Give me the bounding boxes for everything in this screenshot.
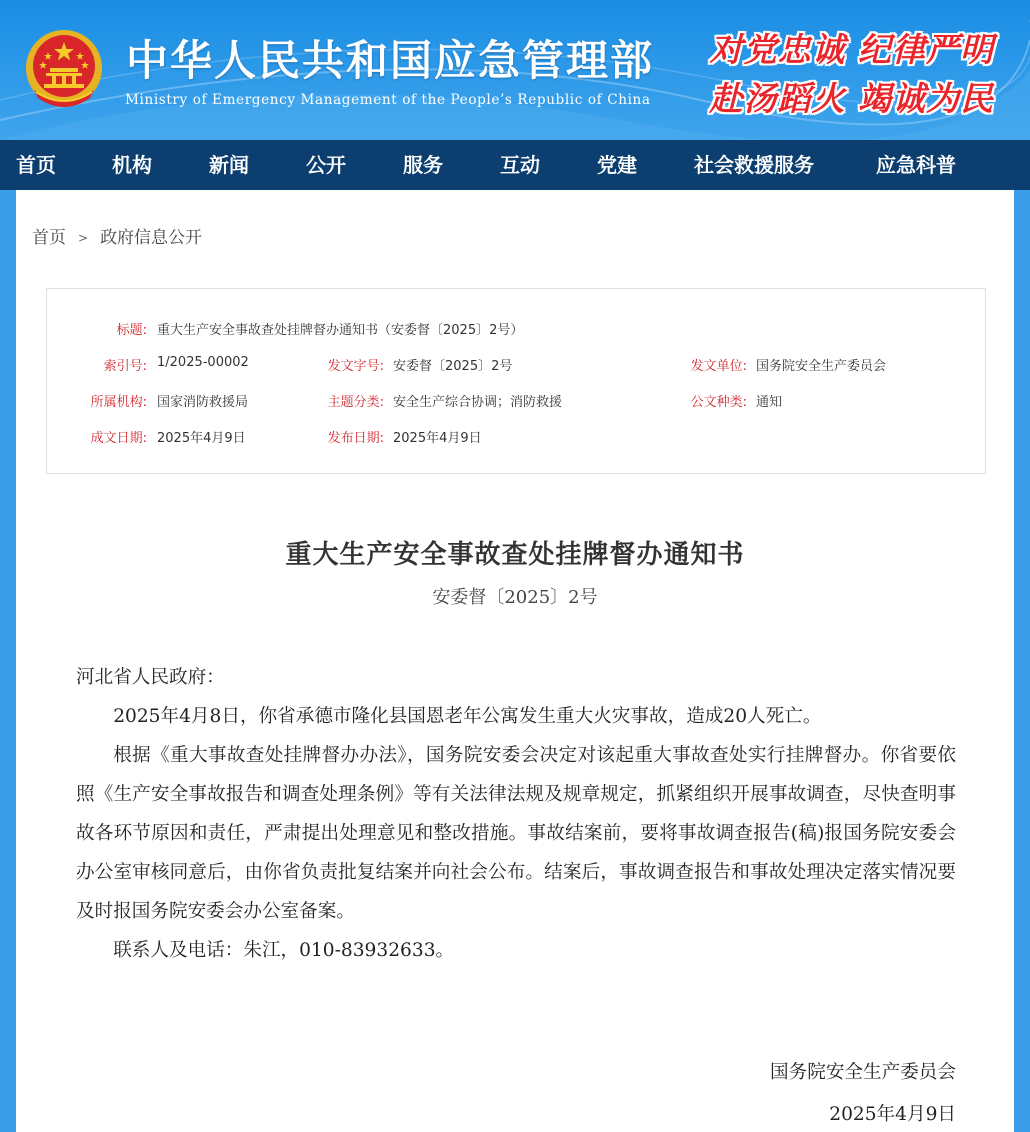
nav-item-home[interactable]: 首页 [16,153,56,177]
meta-row-3 [47,391,985,411]
slogan-line-2: 赴汤蹈火 竭诚为民 [709,79,994,118]
document-number: 安委督〔2025〕2号 [432,587,598,608]
meta-type-value: 通知 [756,395,783,410]
breadcrumb-home-link[interactable]: 首页 [32,228,66,248]
slogan-line-1: 对党忠诚 纪律严明 [709,30,994,69]
meta-issuer-label: 发文单位: [690,359,747,374]
meta-published-date-value: 2025年4月9日 [393,431,482,446]
nav-item-services[interactable]: 服务 [403,153,443,177]
nav-item-interaction[interactable]: 互动 [500,153,540,177]
site-header [0,0,1030,140]
meta-index-value: 1/2025-00002 [157,355,249,370]
site-subtitle: Ministry of Emergency Management of the People’s Republic of China [125,92,651,108]
content-card [16,190,1014,1132]
nav-item-social-rescue[interactable]: 社会救援服务 [694,153,814,177]
meta-row-title [47,319,985,339]
meta-title-value: 重大生产安全事故查处挂牌督办通知书（安委督〔2025〕2号） [157,323,524,338]
meta-index-label: 索引号: [103,359,147,374]
document-paragraph: 联系人及电话：朱江，010-83932633。 [113,940,455,961]
nav-item-party-building[interactable]: 党建 [597,153,637,177]
site-title: 中华人民共和国应急管理部 [126,36,655,85]
meta-issuer-value: 国务院安全生产委员会 [756,359,887,374]
document-metadata-box [46,288,986,474]
breadcrumb-separator: > [78,231,89,245]
nav-item-organization[interactable]: 机构 [112,153,152,177]
meta-doc-number-value: 安委督〔2025〕2号 [393,359,513,374]
national-emblem-icon [24,28,104,110]
meta-title-label: 标题: [116,323,147,338]
document-paragraph: 根据《重大事故查处挂牌督办办法》，国务院安委会决定对该起重大事故查处实行挂牌督办。你省要依照《生产安全事故报告和调查处理条例》等有关法律法规及规章规定，抓紧组织开展事故调查，尽快查明事故各环节原因和责任，严肃提出处理意见和整改措施。事故结案前，要将事故调查报告(稿)报国务院安委会办公室审核同意后，由你省负责批复结案并向社会公布。结案后，事故调查报告和事故处理决定落实情况要及时报国务院安委会办公室备案。 [76,745,956,922]
meta-doc-number-label: 发文字号: [327,359,384,374]
meta-topic-label: 主题分类: [327,395,384,410]
breadcrumb-current-link[interactable]: 政府信息公开 [100,228,203,248]
breadcrumb [32,223,202,248]
nav-item-disclosure[interactable]: 公开 [306,153,346,177]
meta-agency-label: 所属机构: [90,395,147,410]
meta-written-date-value: 2025年4月9日 [157,431,246,446]
meta-row-2 [47,355,985,375]
document-title: 重大生产安全事故查处挂牌督办通知书 [285,540,745,570]
meta-written-date-label: 成文日期: [90,431,147,446]
main-nav [0,140,1030,190]
signature-date: 2025年4月9日 [829,1104,956,1125]
meta-published-date-label: 发布日期: [327,431,384,446]
document-body [76,658,956,970]
nav-item-emergency-science[interactable]: 应急科普 [876,153,956,177]
meta-agency-value: 国家消防救援局 [157,395,249,410]
meta-topic-value: 安全生产综合协调；消防救援 [393,395,563,410]
document-salutation: 河北省人民政府： [76,667,225,688]
nav-item-news[interactable]: 新闻 [209,153,249,177]
signature-organization: 国务院安全生产委员会 [770,1062,956,1083]
meta-row-4 [47,427,985,447]
meta-type-label: 公文种类: [690,395,747,410]
document-paragraph: 2025年4月8日，你省承德市隆化县国恩老年公寓发生重大火灾事故，造成20人死亡。 [113,706,822,727]
